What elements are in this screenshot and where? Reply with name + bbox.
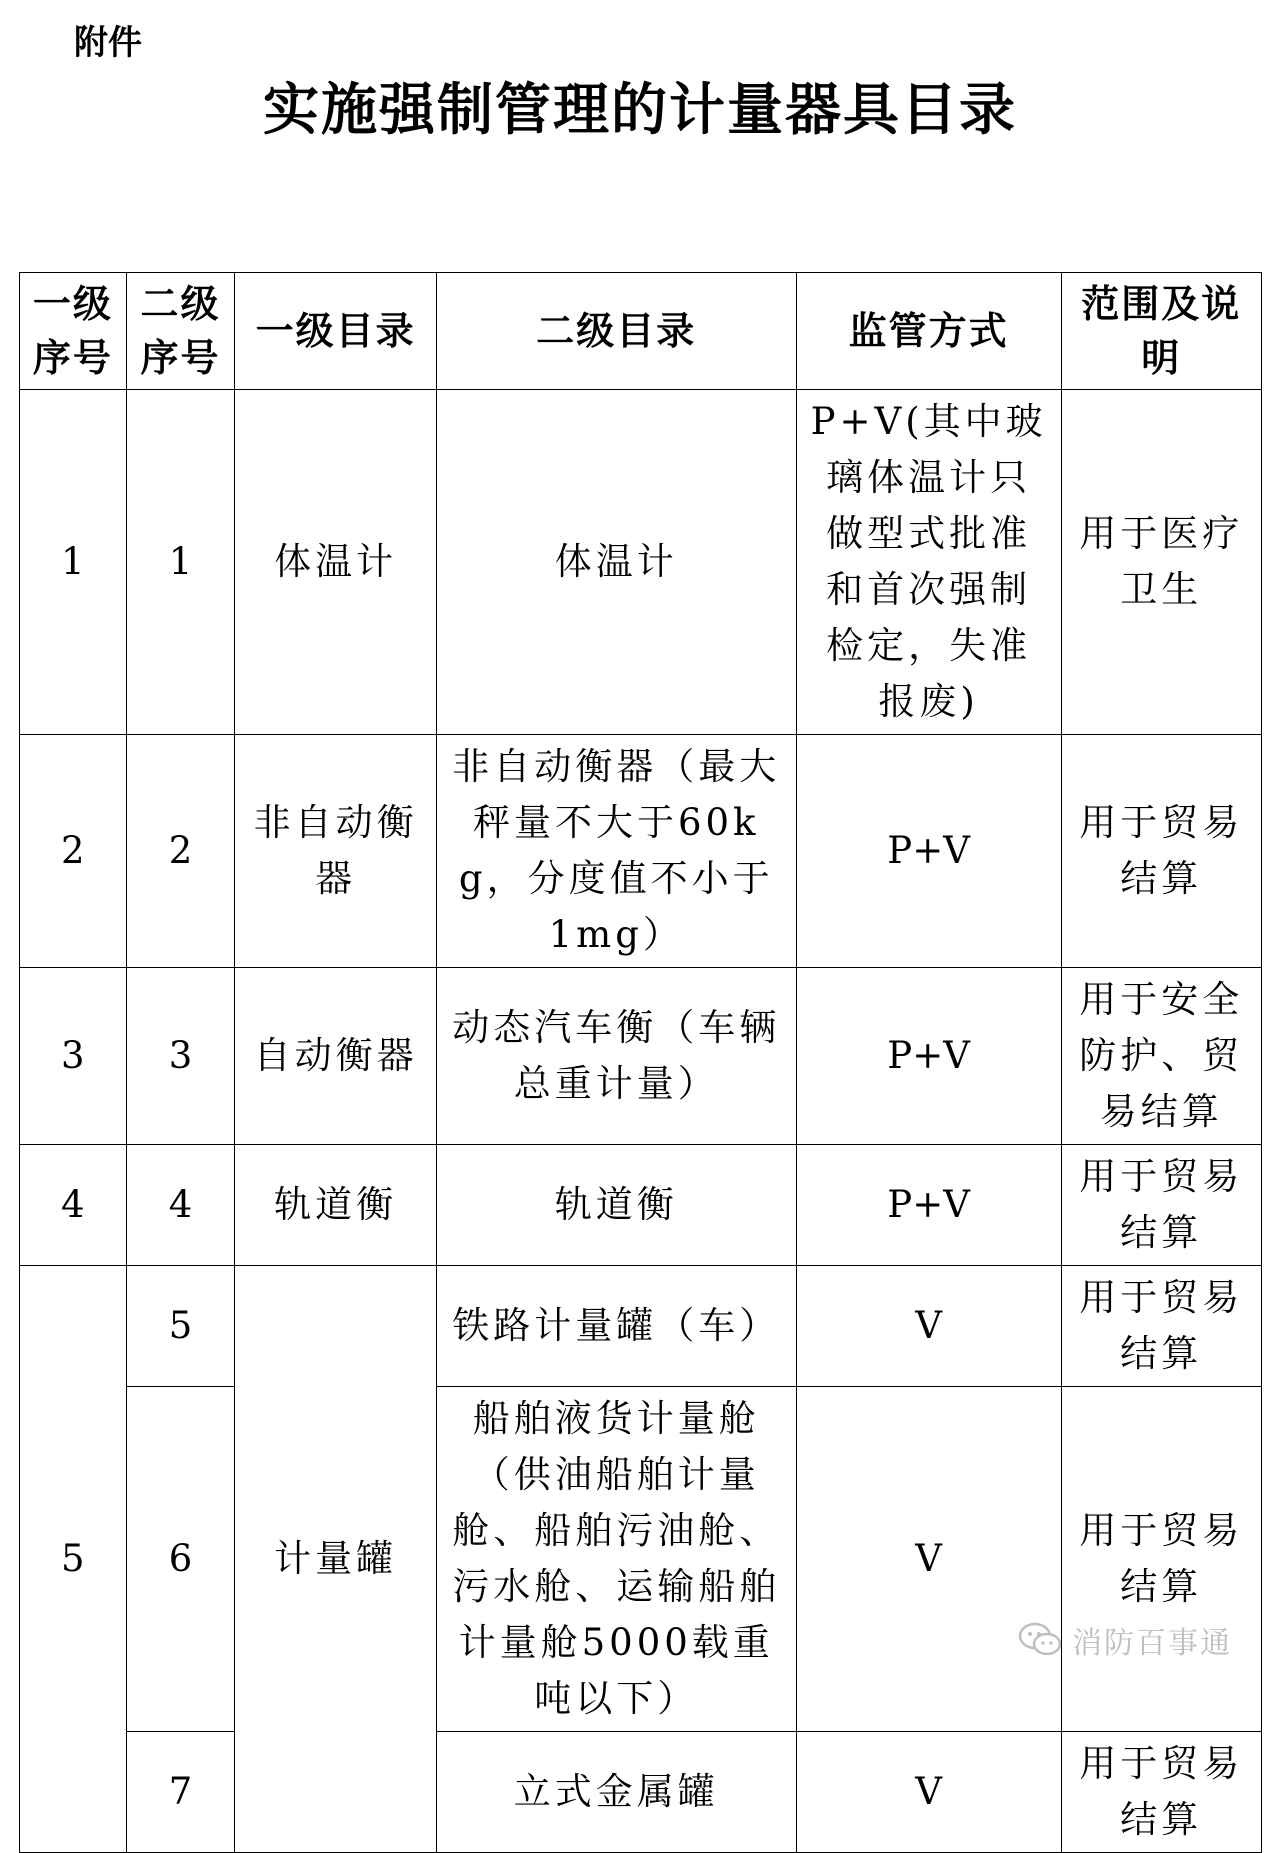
cell-level2-catalog: 动态汽车衡（车辆总重计量） [436,968,796,1145]
cell-level2-catalog: 轨道衡 [436,1145,796,1266]
table-row [20,1145,1262,1266]
cell-level2-no: 6 [126,1387,235,1732]
cell-level2-no: 7 [126,1732,235,1853]
cell-level2-no: 2 [126,735,235,968]
cell-supervision: P+V [796,735,1061,968]
table-row [20,1732,1262,1853]
cell-supervision: V [796,1732,1061,1853]
cell-level1-no: 4 [20,1145,127,1266]
wechat-icon [1018,1622,1062,1658]
cell-scope: 用于贸易结算 [1061,1145,1261,1266]
watermark-text: 消防百事通 [1072,1626,1232,1661]
cell-level2-catalog: 铁路计量罐（车） [436,1266,796,1387]
cell-level1-no: 2 [20,735,127,968]
cell-supervision: P+V [796,968,1061,1145]
table-row [20,1387,1262,1732]
header-level2-catalog: 二级目录 [436,273,796,390]
header-level2-no: 二级序号 [126,273,235,390]
attachment-label: 附件 [74,23,142,63]
cell-level1-catalog: 体温计 [235,390,436,735]
cell-scope: 用于贸易结算 [1061,1266,1261,1387]
catalog-table [19,272,1262,1853]
header-level1-no: 一级序号 [20,273,127,390]
cell-level2-catalog: 立式金属罐 [436,1732,796,1853]
cell-level1-catalog: 计量罐 [235,1266,436,1853]
cell-scope: 用于贸易结算 [1061,1387,1261,1732]
header-supervision: 监管方式 [796,273,1061,390]
cell-supervision: V [796,1266,1061,1387]
cell-scope: 用于贸易结算 [1061,735,1261,968]
table-row [20,968,1262,1145]
cell-level1-catalog: 轨道衡 [235,1145,436,1266]
table-row [20,390,1262,735]
watermark [1018,1618,1232,1662]
document-title: 实施强制管理的计量器具目录 [263,78,1017,143]
cell-level1-no: 3 [20,968,127,1145]
cell-supervision: V [796,1387,1061,1732]
cell-supervision: P+V [796,1145,1061,1266]
cell-level2-no: 1 [126,390,235,735]
header-level1-catalog: 一级目录 [235,273,436,390]
table-row [20,1266,1262,1387]
cell-level2-catalog: 体温计 [436,390,796,735]
cell-level2-catalog: 非自动衡器（最大秤量不大于60kg，分度值不小于1mg） [436,735,796,968]
cell-level1-no: 1 [20,390,127,735]
cell-scope: 用于医疗卫生 [1061,390,1261,735]
cell-level1-catalog: 非自动衡器 [235,735,436,968]
cell-level2-catalog: 船舶液货计量舱（供油船舶计量舱、船舶污油舱、污水舱、运输船舶计量舱5000载重吨以下） [436,1387,796,1732]
cell-scope: 用于贸易结算 [1061,1732,1261,1853]
header-scope: 范围及说明 [1061,273,1261,390]
cell-level2-no: 3 [126,968,235,1145]
cell-level1-no: 5 [20,1266,127,1853]
cell-supervision: P+V(其中玻璃体温计只做型式批准和首次强制检定，失准报废) [796,390,1061,735]
cell-scope: 用于安全防护、贸易结算 [1061,968,1261,1145]
cell-level2-no: 4 [126,1145,235,1266]
table-header-row [20,273,1262,390]
table-row [20,735,1262,968]
cell-level1-catalog: 自动衡器 [235,968,436,1145]
cell-level2-no: 5 [126,1266,235,1387]
